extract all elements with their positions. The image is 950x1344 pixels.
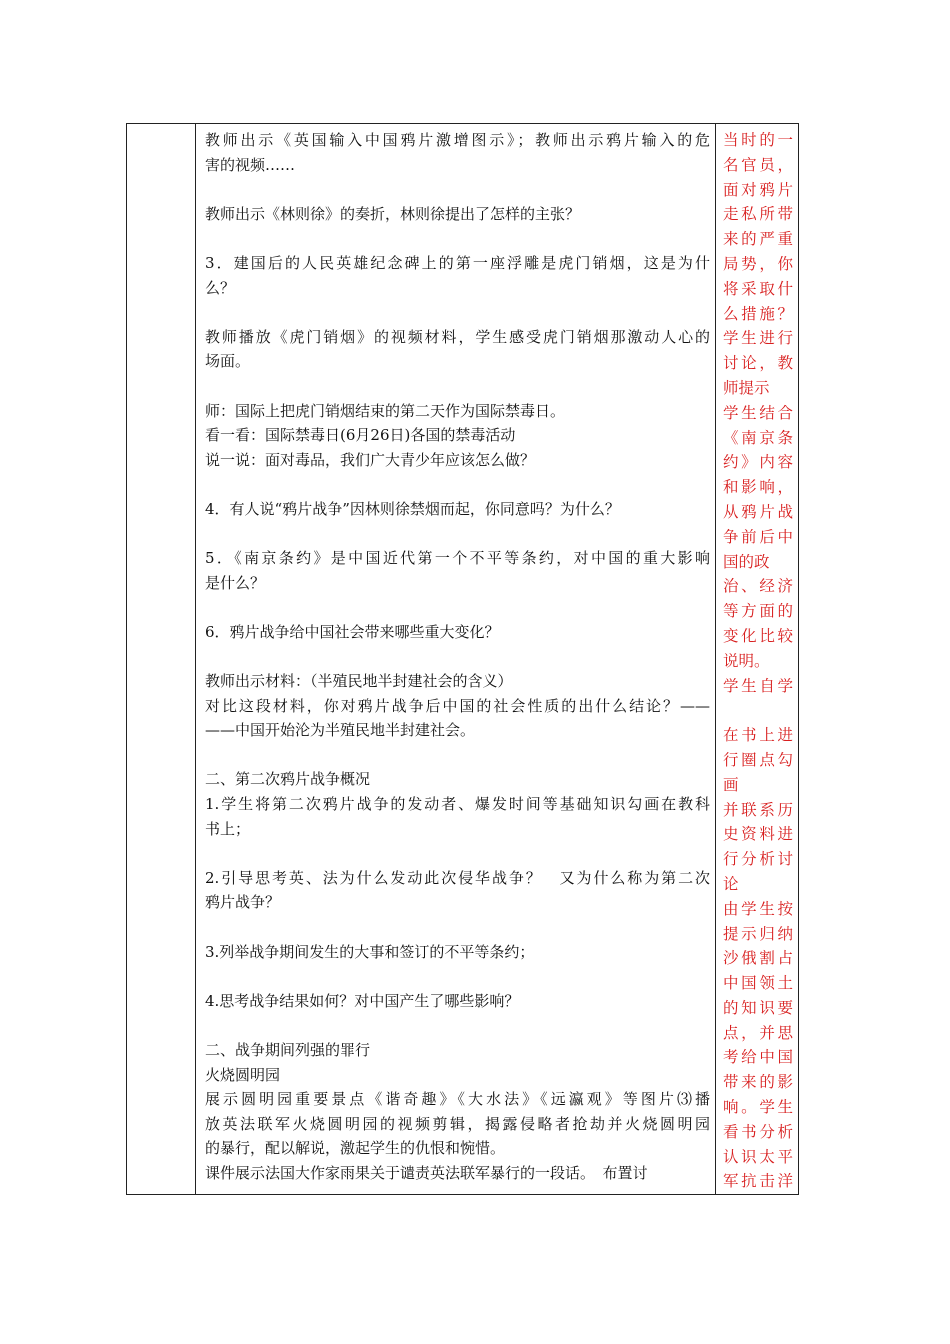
annotation-line: 并联系历 — [723, 800, 793, 819]
blank-line — [205, 472, 710, 497]
annotation-line: 沙俄割占 — [723, 949, 793, 968]
annotation-line: 名官员， — [723, 155, 793, 174]
annotation-line: 考给中国 — [723, 1048, 793, 1067]
blank-line — [205, 374, 710, 399]
annotation-line: 面对鸦片 — [723, 180, 793, 199]
content-line: 师：国际上把虎门销烟结束的第二天作为国际禁毒日。 — [205, 401, 566, 420]
blank-line — [205, 964, 710, 989]
column-divider-right — [715, 124, 716, 1194]
blank-line — [205, 522, 710, 547]
blank-line — [205, 841, 710, 866]
content-line: 2.引导思考英、法为什么发动此次侵华战争？ 又为什么称为第二次 — [205, 868, 710, 887]
annotation-line: 响。学生 — [723, 1098, 793, 1117]
annotation-line: 论 — [723, 874, 739, 893]
annotation-line: 争前后中 — [723, 527, 793, 546]
annotation-line: 讨论，教 — [723, 354, 793, 373]
blank-line — [205, 915, 710, 940]
content-line: 二、第二次鸦片战争概况 — [205, 770, 371, 789]
content-line: 3．建国后的人民英雄纪念碑上的第一座浮雕是虎门销烟，这是为什 — [205, 253, 710, 272]
blank-line — [205, 743, 710, 768]
content-line: 放英法联军火烧圆明园的视频剪辑，揭露侵略者抢劫并火烧圆明园 — [205, 1114, 710, 1133]
annotation-line: 提示归纳 — [723, 924, 793, 943]
content-line: 1.学生将第二次鸦片战争的发动者、爆发时间等基础知识勾画在教科 — [205, 795, 710, 814]
annotation-line: 师提示 — [723, 378, 770, 397]
annotation-line: 认识太平 — [723, 1147, 793, 1166]
content-line: 4．有人说“鸦片战争”因林则徐禁烟而起，你同意吗？为什么？ — [205, 499, 620, 518]
content-line: 对比这段材料，你对鸦片战争后中国的社会性质的出什么结论？—— — [205, 696, 710, 715]
column-divider-left — [195, 124, 196, 1194]
annotation-line: 史资料进 — [723, 825, 793, 844]
annotation-line: 从鸦片战 — [723, 502, 793, 521]
content-line: 展示圆明园重要景点《谐奇趣》《大水法》《远瀛观》等图片⑶播 — [205, 1090, 710, 1109]
content-line: 鸦片战争？ — [205, 893, 281, 912]
blank-line — [205, 644, 710, 669]
annotation-line: 变化比较 — [723, 626, 793, 645]
content-line: 是什么？ — [205, 573, 266, 592]
annotation-line: 国的政 — [723, 552, 770, 571]
annotation-line: 学生进行 — [723, 329, 793, 348]
annotation-line: 等方面的 — [723, 602, 793, 621]
annotation-line: 点，并思 — [723, 1023, 793, 1042]
blank-line — [205, 177, 710, 202]
annotation-line: 和影响， — [723, 478, 793, 497]
annotation-line: 么措施？ — [723, 304, 793, 323]
annotation-line: 当时的一 — [723, 131, 793, 149]
annotation-line: 《南京条 — [723, 428, 793, 447]
blank-line — [205, 595, 710, 620]
annotation-line: 行分析讨 — [723, 850, 793, 869]
content-line: 教师出示《英国输入中国鸦片激增图示》；教师出示鸦片输入的危 — [205, 131, 710, 149]
content-line: 5．《南京条约》是中国近代第一个不平等条约，对中国的重大影响 — [205, 549, 710, 568]
annotation-line: 学生结合 — [723, 403, 793, 422]
content-line: 场面。 — [205, 352, 251, 371]
annotation-line: 行圈点勾 — [723, 750, 793, 769]
annotation-line: 来的严重 — [723, 230, 793, 249]
annotation-line: 带来的影 — [723, 1073, 793, 1092]
content-line: 说一说：面对毒品，我们广大青少年应该怎么做？ — [205, 450, 536, 469]
annotation-line: 走私所带 — [723, 205, 793, 224]
annotation-line: 由学生按 — [723, 899, 793, 918]
content-line: 害的视频…… — [205, 155, 296, 174]
annotation-line: 中国领土 — [723, 974, 793, 993]
content-line: 教师出示《林则徐》的奏折，林则徐提出了怎样的主张？ — [205, 204, 581, 223]
content-line: 教师播放《虎门销烟》的视频材料，学生感受虎门销烟那激动人心的 — [205, 327, 710, 346]
annotation-line: 画 — [723, 775, 739, 794]
annotation-line: 约》内容 — [723, 453, 793, 472]
annotation-line: 治、经济 — [723, 577, 793, 596]
annotation-line: 在书上进 — [723, 726, 793, 745]
content-line: 4.思考战争结果如何？对中国产生了哪些影响？ — [205, 991, 520, 1010]
content-line: 的暴行，配以解说，激起学生的仇恨和惋惜。 — [205, 1139, 506, 1158]
blank-line — [205, 226, 710, 251]
teaching-process-column — [205, 128, 710, 1186]
design-intent-column — [723, 128, 793, 1194]
content-line: 教师出示材料：（半殖民地半封建社会的含义） — [205, 672, 513, 691]
content-line: 书上； — [205, 819, 251, 838]
content-line: 么？ — [205, 278, 236, 297]
annotation-line: 的知识要 — [723, 998, 793, 1017]
blank-line — [205, 300, 710, 325]
blank-line — [205, 1013, 710, 1038]
annotation-line: 看书分析 — [723, 1122, 793, 1141]
content-line: 看一看：国际禁毒日(6月26日)各国的禁毒活动 — [205, 426, 516, 445]
content-line: 6．鸦片战争给中国社会带来哪些重大变化？ — [205, 622, 500, 641]
lesson-plan-table — [126, 123, 799, 1195]
content-line: 二、战争期间列强的罪行 — [205, 1040, 371, 1059]
annotation-line: 军抗击洋 — [723, 1172, 793, 1191]
annotation-line: 将采取什 — [723, 279, 793, 298]
annotation-line: 说明。 — [723, 651, 770, 670]
blank-line — [723, 698, 793, 723]
annotation-line: 学生自学 — [723, 676, 793, 695]
content-line: 课件展示法国大作家雨果关于谴责英法联军暴行的一段话。 布置讨 — [205, 1163, 648, 1182]
annotation-line: 局势，你 — [723, 254, 793, 273]
content-line: 3.列举战争期间发生的大事和签订的不平等条约； — [205, 942, 535, 961]
content-line: ——中国开始沦为半殖民地半封建社会。 — [205, 721, 476, 740]
content-line: 火烧圆明园 — [205, 1065, 281, 1084]
